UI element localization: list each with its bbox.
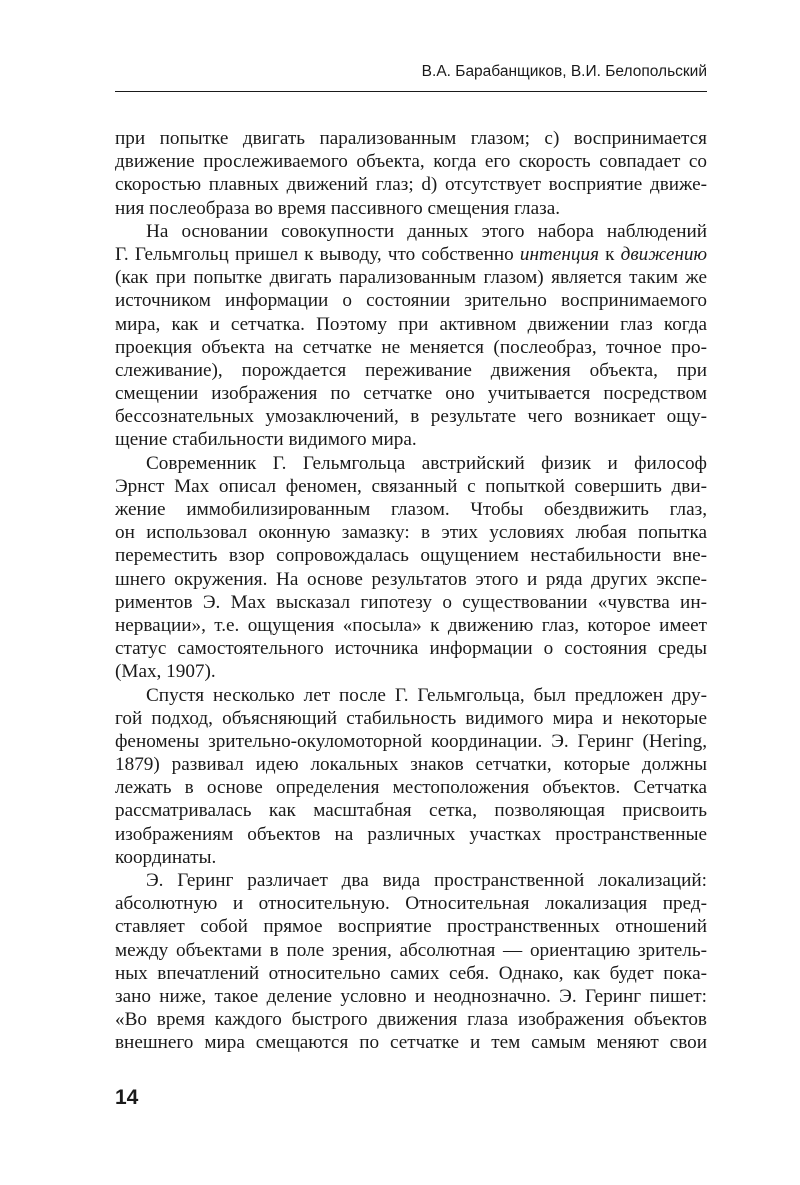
text-line: внешнего мира смещаются по сетчатке и тем самым меняют свои bbox=[115, 1032, 707, 1054]
text-line: движение прослеживаемого объекта, когда его скорость совпадает со bbox=[115, 151, 707, 173]
text-line: смещении изображения по сетчатке оно учитывается посредством bbox=[115, 383, 707, 405]
text-line: ния послеобраза во время пассивного смещения глаза. bbox=[115, 197, 561, 219]
text-line: ных впечатлений относительно самих себя. Однако, как будет пока- bbox=[115, 962, 707, 984]
text-line: рассматривалась как масштабная сетка, позволяющая присвоить bbox=[115, 800, 707, 822]
paragraph-5 bbox=[115, 869, 707, 1055]
text-line: Эрнст Мах описал феномен, связанный с попыткой совершить дви- bbox=[115, 475, 707, 497]
paragraph-1 bbox=[115, 127, 707, 220]
text-line: переместить взор сопровождалась ощущением нестабильности вне- bbox=[115, 545, 707, 567]
text-line: зано ниже, такое деление условно и неоднозначно. Э. Геринг пишет: bbox=[115, 985, 707, 1007]
paragraph-3 bbox=[115, 452, 707, 684]
text-line: шнего окружения. На основе результатов этого и ряда других экспе- bbox=[115, 568, 707, 590]
paragraph-2 bbox=[115, 220, 707, 452]
text-line: На основании совокупности данных этого набора наблюдений bbox=[146, 220, 707, 242]
text-run: Г. Гельмгольц пришел к выводу, что собственно bbox=[115, 243, 520, 265]
text-line: при попытке двигать парализованным глазом; c) воспринимается bbox=[115, 128, 707, 149]
text-line: скоростью плавных движений глаз; d) отсутствует восприятие движе- bbox=[115, 174, 707, 196]
page-number: 14 bbox=[115, 1086, 139, 1109]
text-line: ставляет собой прямое восприятие пространственных отношений bbox=[115, 916, 707, 938]
italic-term-movement: движению bbox=[620, 243, 707, 265]
text-line: он использовал оконную замазку: в этих условиях любая попытка bbox=[115, 522, 707, 544]
text-line: риментов Э. Мах высказал гипотезу о существовании «чувства ин- bbox=[115, 591, 707, 613]
text-line: Э. Геринг различает два вида пространственной локализаций: bbox=[146, 870, 707, 891]
text-line: лежать в основе определения местоположения объектов. Сетчатка bbox=[115, 777, 707, 799]
text-line: гой подход, объясняющий стабильность видимого мира и некоторые bbox=[115, 707, 707, 729]
text-line: бессознательных умозаключений, в результате чего возникает ощу- bbox=[115, 406, 707, 428]
text-line: 1879) развивал идею локальных знаков сетчатки, которые должны bbox=[115, 754, 707, 776]
text-line: нервации», т.е. ощущения «посыла» к движению глаз, которое имеет bbox=[115, 614, 707, 636]
body-text bbox=[115, 127, 707, 1055]
text-line: между объектами в поле зрения, абсолютная — ориентацию зритель- bbox=[115, 939, 707, 961]
text-line: (Мах, 1907). bbox=[115, 661, 216, 683]
header-rule bbox=[115, 91, 707, 92]
text-line: статус самостоятельного источника информации о состояния среды bbox=[115, 638, 707, 660]
text-line: источником информации о состоянии зрительно воспринимаемого bbox=[115, 290, 707, 312]
text-line: Современник Г. Гельмгольца австрийский физик и философ bbox=[146, 452, 707, 474]
text-line: слеживание), порождается переживание движения объекта, при bbox=[115, 359, 707, 381]
italic-term-intention: интенция bbox=[519, 243, 599, 265]
text-line: феномены зрительно-окуломоторной координации. Э. Геринг (Hering, bbox=[115, 730, 707, 752]
text-line: жение иммобилизированным глазом. Чтобы обездвижить глаз, bbox=[115, 499, 707, 520]
text-line: проекция объекта на сетчатке не меняется (послеобраз, точное про- bbox=[115, 336, 707, 358]
text-line: «Во время каждого быстрого движения глаза изображения объектов bbox=[115, 1009, 707, 1031]
text-line: мира, как и сетчатка. Поэтому при активном движении глаз когда bbox=[115, 313, 707, 335]
text-line: абсолютную и относительную. Относительная локализация пред- bbox=[115, 893, 707, 915]
paragraph-4 bbox=[115, 684, 707, 870]
text-line: щение стабильности видимого мира. bbox=[115, 429, 417, 451]
text-line: Спустя несколько лет после Г. Гельмгольца, был предложен дру- bbox=[146, 684, 707, 706]
text-run: к bbox=[599, 243, 621, 265]
running-head: В.А. Барабанщиков, В.И. Белопольский bbox=[421, 63, 707, 80]
text-line: (как при попытке двигать парализованным глазом) является таким же bbox=[115, 267, 707, 289]
text-line-with-italics bbox=[115, 243, 707, 266]
text-line: изображениям объектов на различных участках пространственные bbox=[115, 823, 707, 845]
text-line: координаты. bbox=[115, 846, 217, 868]
